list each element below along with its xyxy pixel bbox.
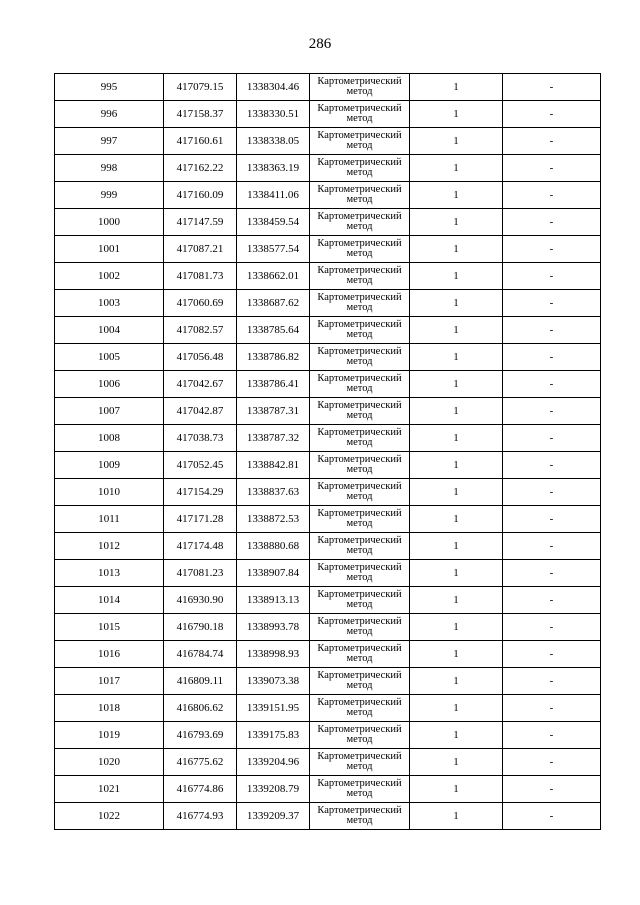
method-line-2: метод xyxy=(346,815,373,826)
table-row xyxy=(55,614,601,641)
method-line-2: метод xyxy=(346,167,373,178)
method-line-1: Картометрический xyxy=(317,265,402,276)
note-cell: - xyxy=(503,317,601,344)
table-row xyxy=(55,344,601,371)
accuracy-cell: 1 xyxy=(410,155,503,182)
note-cell: - xyxy=(503,128,601,155)
table-row xyxy=(55,560,601,587)
x-coordinate-cell: 417158.37 xyxy=(164,101,237,128)
point-number-cell: 1002 xyxy=(55,263,164,290)
method-cell xyxy=(310,587,410,614)
method-cell xyxy=(310,263,410,290)
x-coordinate-cell: 417056.48 xyxy=(164,344,237,371)
accuracy-cell: 1 xyxy=(410,668,503,695)
method-cell xyxy=(310,614,410,641)
method-line-1: Картометрический xyxy=(317,670,402,681)
method-line-1: Картометрический xyxy=(317,76,402,87)
table-row xyxy=(55,533,601,560)
table-row xyxy=(55,182,601,209)
point-number-cell: 1004 xyxy=(55,317,164,344)
table-row xyxy=(55,695,601,722)
point-number-cell: 1006 xyxy=(55,371,164,398)
method-cell xyxy=(310,533,410,560)
y-coordinate-cell: 1338786.82 xyxy=(237,344,310,371)
accuracy-cell: 1 xyxy=(410,641,503,668)
method-line-2: метод xyxy=(346,491,373,502)
y-coordinate-cell: 1338786.41 xyxy=(237,371,310,398)
method-cell xyxy=(310,101,410,128)
method-line-1: Картометрический xyxy=(317,103,402,114)
x-coordinate-cell: 416809.11 xyxy=(164,668,237,695)
accuracy-cell: 1 xyxy=(410,614,503,641)
y-coordinate-cell: 1338787.31 xyxy=(237,398,310,425)
accuracy-cell: 1 xyxy=(410,209,503,236)
table-row xyxy=(55,398,601,425)
method-line-2: метод xyxy=(346,572,373,583)
method-line-2: метод xyxy=(346,518,373,529)
note-cell: - xyxy=(503,641,601,668)
table-row xyxy=(55,641,601,668)
table-row xyxy=(55,236,601,263)
method-cell xyxy=(310,560,410,587)
accuracy-cell: 1 xyxy=(410,506,503,533)
x-coordinate-cell: 416793.69 xyxy=(164,722,237,749)
method-cell xyxy=(310,371,410,398)
method-line-2: метод xyxy=(346,356,373,367)
method-line-1: Картометрический xyxy=(317,211,402,222)
x-coordinate-cell: 416930.90 xyxy=(164,587,237,614)
method-line-1: Картометрический xyxy=(317,616,402,627)
method-line-2: метод xyxy=(346,194,373,205)
method-cell xyxy=(310,479,410,506)
point-number-cell: 997 xyxy=(55,128,164,155)
method-line-2: метод xyxy=(346,707,373,718)
method-line-2: метод xyxy=(346,221,373,232)
y-coordinate-cell: 1338338.05 xyxy=(237,128,310,155)
accuracy-cell: 1 xyxy=(410,722,503,749)
point-number-cell: 1007 xyxy=(55,398,164,425)
method-line-1: Картометрический xyxy=(317,535,402,546)
method-line-2: метод xyxy=(346,86,373,97)
y-coordinate-cell: 1338837.63 xyxy=(237,479,310,506)
page-number: 286 xyxy=(308,36,332,52)
method-line-1: Картометрический xyxy=(317,319,402,330)
y-coordinate-cell: 1339204.96 xyxy=(237,749,310,776)
point-number-cell: 1022 xyxy=(55,803,164,830)
method-cell xyxy=(310,722,410,749)
point-number-cell: 1012 xyxy=(55,533,164,560)
y-coordinate-cell: 1338880.68 xyxy=(237,533,310,560)
y-coordinate-cell: 1338842.81 xyxy=(237,452,310,479)
note-cell: - xyxy=(503,236,601,263)
y-coordinate-cell: 1338907.84 xyxy=(237,560,310,587)
y-coordinate-cell: 1338913.13 xyxy=(237,587,310,614)
table-row xyxy=(55,749,601,776)
method-line-2: метод xyxy=(346,599,373,610)
method-line-2: метод xyxy=(346,734,373,745)
method-line-1: Картометрический xyxy=(317,373,402,384)
accuracy-cell: 1 xyxy=(410,263,503,290)
x-coordinate-cell: 416775.62 xyxy=(164,749,237,776)
point-number-cell: 1009 xyxy=(55,452,164,479)
method-line-2: метод xyxy=(346,653,373,664)
table-row xyxy=(55,506,601,533)
point-number-cell: 1017 xyxy=(55,668,164,695)
method-cell xyxy=(310,776,410,803)
x-coordinate-cell: 416774.93 xyxy=(164,803,237,830)
y-coordinate-cell: 1338577.54 xyxy=(237,236,310,263)
accuracy-cell: 1 xyxy=(410,236,503,263)
accuracy-cell: 1 xyxy=(410,398,503,425)
y-coordinate-cell: 1338785.64 xyxy=(237,317,310,344)
accuracy-cell: 1 xyxy=(410,533,503,560)
y-coordinate-cell: 1338787.32 xyxy=(237,425,310,452)
table-row xyxy=(55,155,601,182)
point-number-cell: 1010 xyxy=(55,479,164,506)
point-number-cell: 1005 xyxy=(55,344,164,371)
method-line-2: метод xyxy=(346,680,373,691)
point-number-cell: 1003 xyxy=(55,290,164,317)
method-line-2: метод xyxy=(346,437,373,448)
table-row xyxy=(55,128,601,155)
method-line-1: Картометрический xyxy=(317,238,402,249)
note-cell: - xyxy=(503,533,601,560)
note-cell: - xyxy=(503,74,601,101)
method-cell xyxy=(310,641,410,668)
table-row xyxy=(55,209,601,236)
method-cell xyxy=(310,506,410,533)
point-number-cell: 1013 xyxy=(55,560,164,587)
accuracy-cell: 1 xyxy=(410,182,503,209)
x-coordinate-cell: 417171.28 xyxy=(164,506,237,533)
x-coordinate-cell: 417147.59 xyxy=(164,209,237,236)
note-cell: - xyxy=(503,425,601,452)
x-coordinate-cell: 417082.57 xyxy=(164,317,237,344)
point-number-cell: 1020 xyxy=(55,749,164,776)
table-row xyxy=(55,452,601,479)
accuracy-cell: 1 xyxy=(410,452,503,479)
note-cell: - xyxy=(503,749,601,776)
y-coordinate-cell: 1338411.06 xyxy=(237,182,310,209)
x-coordinate-cell: 417042.87 xyxy=(164,398,237,425)
x-coordinate-cell: 417087.21 xyxy=(164,236,237,263)
accuracy-cell: 1 xyxy=(410,749,503,776)
note-cell: - xyxy=(503,587,601,614)
x-coordinate-cell: 417160.09 xyxy=(164,182,237,209)
point-number-cell: 996 xyxy=(55,101,164,128)
method-cell xyxy=(310,425,410,452)
method-line-1: Картометрический xyxy=(317,346,402,357)
y-coordinate-cell: 1338872.53 xyxy=(237,506,310,533)
method-line-1: Картометрический xyxy=(317,184,402,195)
method-line-1: Картометрический xyxy=(317,724,402,735)
method-line-1: Картометрический xyxy=(317,481,402,492)
method-line-2: метод xyxy=(346,248,373,259)
x-coordinate-cell: 417162.22 xyxy=(164,155,237,182)
x-coordinate-cell: 416790.18 xyxy=(164,614,237,641)
table-row xyxy=(55,425,601,452)
y-coordinate-cell: 1339073.38 xyxy=(237,668,310,695)
point-number-cell: 1018 xyxy=(55,695,164,722)
note-cell: - xyxy=(503,479,601,506)
note-cell: - xyxy=(503,290,601,317)
x-coordinate-cell: 417079.15 xyxy=(164,74,237,101)
accuracy-cell: 1 xyxy=(410,101,503,128)
method-line-1: Картометрический xyxy=(317,157,402,168)
note-cell: - xyxy=(503,155,601,182)
point-number-cell: 1016 xyxy=(55,641,164,668)
note-cell: - xyxy=(503,101,601,128)
note-cell: - xyxy=(503,209,601,236)
method-cell xyxy=(310,128,410,155)
x-coordinate-cell: 417174.48 xyxy=(164,533,237,560)
note-cell: - xyxy=(503,371,601,398)
y-coordinate-cell: 1339151.95 xyxy=(237,695,310,722)
point-number-cell: 1019 xyxy=(55,722,164,749)
method-line-2: метод xyxy=(346,329,373,340)
method-cell xyxy=(310,398,410,425)
accuracy-cell: 1 xyxy=(410,560,503,587)
note-cell: - xyxy=(503,182,601,209)
method-line-2: метод xyxy=(346,410,373,421)
method-cell xyxy=(310,749,410,776)
method-line-1: Картометрический xyxy=(317,751,402,762)
table-row xyxy=(55,668,601,695)
method-line-1: Картометрический xyxy=(317,427,402,438)
y-coordinate-cell: 1338304.46 xyxy=(237,74,310,101)
accuracy-cell: 1 xyxy=(410,290,503,317)
method-cell xyxy=(310,290,410,317)
method-line-1: Картометрический xyxy=(317,400,402,411)
note-cell: - xyxy=(503,695,601,722)
method-line-1: Картометрический xyxy=(317,589,402,600)
note-cell: - xyxy=(503,506,601,533)
y-coordinate-cell: 1339209.37 xyxy=(237,803,310,830)
accuracy-cell: 1 xyxy=(410,425,503,452)
method-cell xyxy=(310,344,410,371)
accuracy-cell: 1 xyxy=(410,776,503,803)
method-line-2: метод xyxy=(346,761,373,772)
point-number-cell: 1011 xyxy=(55,506,164,533)
method-cell xyxy=(310,317,410,344)
point-number-cell: 1015 xyxy=(55,614,164,641)
method-cell xyxy=(310,182,410,209)
y-coordinate-cell: 1339175.83 xyxy=(237,722,310,749)
y-coordinate-cell: 1338363.19 xyxy=(237,155,310,182)
method-cell xyxy=(310,668,410,695)
note-cell: - xyxy=(503,263,601,290)
x-coordinate-cell: 416784.74 xyxy=(164,641,237,668)
x-coordinate-cell: 416774.86 xyxy=(164,776,237,803)
x-coordinate-cell: 417060.69 xyxy=(164,290,237,317)
note-cell: - xyxy=(503,722,601,749)
point-number-cell: 1000 xyxy=(55,209,164,236)
method-line-1: Картометрический xyxy=(317,805,402,816)
method-line-1: Картометрический xyxy=(317,454,402,465)
table-row xyxy=(55,479,601,506)
x-coordinate-cell: 417160.61 xyxy=(164,128,237,155)
method-line-2: метод xyxy=(346,464,373,475)
y-coordinate-cell: 1338687.62 xyxy=(237,290,310,317)
table-row xyxy=(55,263,601,290)
accuracy-cell: 1 xyxy=(410,803,503,830)
y-coordinate-cell: 1338459.54 xyxy=(237,209,310,236)
x-coordinate-cell: 417052.45 xyxy=(164,452,237,479)
method-cell xyxy=(310,236,410,263)
table-row xyxy=(55,74,601,101)
method-line-2: метод xyxy=(346,113,373,124)
accuracy-cell: 1 xyxy=(410,587,503,614)
table-row xyxy=(55,101,601,128)
method-line-1: Картометрический xyxy=(317,292,402,303)
note-cell: - xyxy=(503,560,601,587)
method-line-1: Картометрический xyxy=(317,643,402,654)
note-cell: - xyxy=(503,776,601,803)
method-line-2: метод xyxy=(346,302,373,313)
table-body xyxy=(55,74,601,830)
method-line-1: Картометрический xyxy=(317,697,402,708)
method-line-2: метод xyxy=(346,626,373,637)
point-number-cell: 1001 xyxy=(55,236,164,263)
method-line-2: метод xyxy=(346,545,373,556)
point-number-cell: 1008 xyxy=(55,425,164,452)
coordinates-table xyxy=(54,73,601,830)
note-cell: - xyxy=(503,803,601,830)
method-line-2: метод xyxy=(346,788,373,799)
table-row xyxy=(55,371,601,398)
y-coordinate-cell: 1338993.78 xyxy=(237,614,310,641)
method-line-1: Картометрический xyxy=(317,778,402,789)
method-cell xyxy=(310,452,410,479)
y-coordinate-cell: 1338662.01 xyxy=(237,263,310,290)
note-cell: - xyxy=(503,344,601,371)
y-coordinate-cell: 1339208.79 xyxy=(237,776,310,803)
accuracy-cell: 1 xyxy=(410,371,503,398)
method-cell xyxy=(310,803,410,830)
table-row xyxy=(55,587,601,614)
method-cell xyxy=(310,209,410,236)
point-number-cell: 1021 xyxy=(55,776,164,803)
x-coordinate-cell: 417154.29 xyxy=(164,479,237,506)
table-row xyxy=(55,722,601,749)
x-coordinate-cell: 417042.67 xyxy=(164,371,237,398)
y-coordinate-cell: 1338330.51 xyxy=(237,101,310,128)
x-coordinate-cell: 417081.73 xyxy=(164,263,237,290)
note-cell: - xyxy=(503,452,601,479)
table-row xyxy=(55,290,601,317)
method-line-1: Картометрический xyxy=(317,508,402,519)
x-coordinate-cell: 417081.23 xyxy=(164,560,237,587)
accuracy-cell: 1 xyxy=(410,695,503,722)
method-line-2: метод xyxy=(346,383,373,394)
point-number-cell: 995 xyxy=(55,74,164,101)
accuracy-cell: 1 xyxy=(410,344,503,371)
accuracy-cell: 1 xyxy=(410,74,503,101)
table-row xyxy=(55,803,601,830)
note-cell: - xyxy=(503,398,601,425)
note-cell: - xyxy=(503,668,601,695)
y-coordinate-cell: 1338998.93 xyxy=(237,641,310,668)
method-cell xyxy=(310,74,410,101)
method-line-2: метод xyxy=(346,275,373,286)
note-cell: - xyxy=(503,614,601,641)
point-number-cell: 1014 xyxy=(55,587,164,614)
method-cell xyxy=(310,155,410,182)
point-number-cell: 999 xyxy=(55,182,164,209)
method-line-1: Картометрический xyxy=(317,562,402,573)
point-number-cell: 998 xyxy=(55,155,164,182)
method-line-1: Картометрический xyxy=(317,130,402,141)
x-coordinate-cell: 417038.73 xyxy=(164,425,237,452)
accuracy-cell: 1 xyxy=(410,479,503,506)
table-row xyxy=(55,317,601,344)
accuracy-cell: 1 xyxy=(410,317,503,344)
x-coordinate-cell: 416806.62 xyxy=(164,695,237,722)
accuracy-cell: 1 xyxy=(410,128,503,155)
method-cell xyxy=(310,695,410,722)
table-row xyxy=(55,776,601,803)
method-line-2: метод xyxy=(346,140,373,151)
